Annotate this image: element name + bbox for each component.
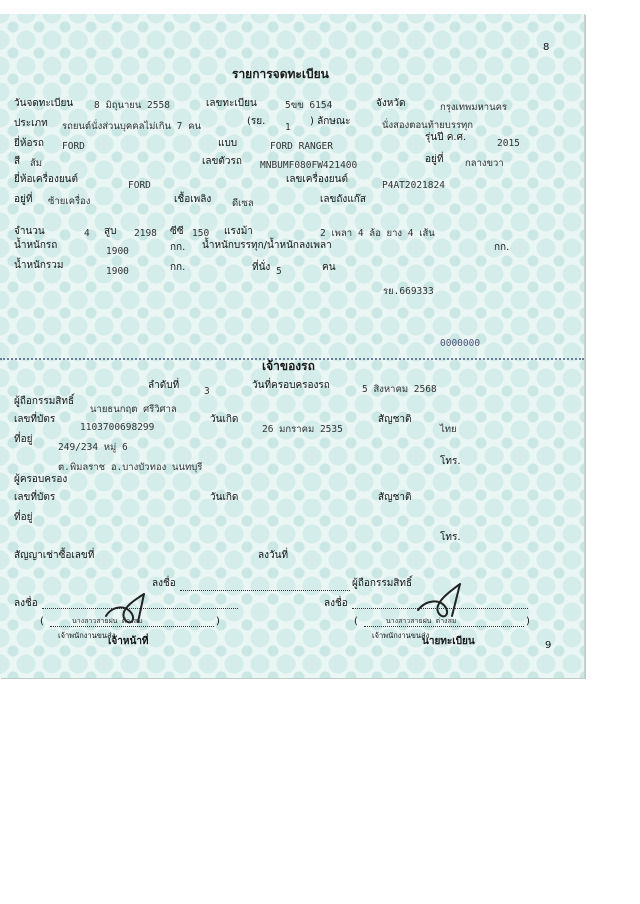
year-label: รุ่นปี ค.ศ. (425, 132, 467, 143)
engine-loc-label: อยู่ที่ (14, 194, 33, 205)
possessor-id-label: เลขที่บัตร (14, 492, 56, 503)
load-kg: กก. (494, 242, 510, 253)
model-value: FORD RANGER (270, 141, 333, 152)
seq-label: ลำดับที่ (148, 380, 180, 391)
engine-brand-label: ยี่ห้อเครื่องยนต์ (14, 174, 79, 185)
right-signer-role: นายทะเบียน (422, 636, 475, 647)
reg-date-label: วันจดทะเบียน (14, 98, 74, 109)
hp-value: 150 (192, 228, 210, 239)
type-label: ประเภท (14, 118, 48, 129)
holder-addr-line2: ต.พิมลราช อ.บางบัวทอง นนทบุรี (58, 462, 203, 473)
load-label: น้ำหนักบรรทุก/น้ำหนักลงเพลา (202, 240, 332, 251)
located-value: กลางขวา (465, 158, 504, 169)
type-value: รถยนต์นั่งส่วนบุคคลไม่เกิน 7 คน (62, 121, 201, 132)
cc-label: ซีซี (170, 226, 184, 237)
cylinders-value: 4 (84, 228, 90, 239)
plate-value: 5ขข 6154 (285, 100, 333, 111)
contract-label: สัญญาเช่าซื้อเลขที่ (14, 550, 95, 561)
holder-nat-value: ไทย (440, 424, 457, 435)
brand-value: FORD (62, 141, 85, 152)
possessor-dob-label: วันเกิด (210, 492, 239, 503)
holder-sign-label: ผู้ถือกรรมสิทธิ์ (352, 578, 413, 589)
plate-label: เลขทะเบียน (206, 98, 257, 109)
perforation-number: 0000000 (440, 338, 481, 349)
seats-label: ที่นั่ง (252, 262, 271, 273)
chassis-label: เลขตัวรถ (202, 156, 242, 167)
total-weight-kg: กก. (170, 262, 186, 273)
count-label: จำนวน (14, 226, 45, 237)
province-label: จังหวัด (376, 98, 406, 109)
holder-dob-label: วันเกิด (210, 414, 239, 425)
left-sign-prefix: ลงชื่อ (14, 598, 38, 609)
hp-label: แรงม้า (224, 226, 253, 237)
left-open-paren: ( (40, 616, 44, 627)
owner-title: เจ้าของรถ (262, 359, 315, 373)
left-signer-role: เจ้าหน้าที่ (108, 636, 149, 647)
model-label: แบบ (218, 138, 238, 149)
engine-no-value: P4AT2021824 (382, 180, 445, 191)
total-weight-value: 1900 (106, 266, 129, 277)
reg-date-value: 8 มิถุนายน 2558 (94, 100, 170, 111)
holder-id-value: 1103700698299 (80, 422, 155, 433)
left-close-paren: ) (216, 616, 220, 627)
possessor-nat-label: สัญชาติ (378, 492, 412, 503)
located-label: อยู่ที่ (425, 154, 444, 165)
gas-tank-label: เลขถังแก๊ส (320, 194, 366, 205)
rs-value: 1 (285, 122, 291, 133)
chassis-value: MNBUMF080FW421400 (260, 160, 358, 171)
engine-brand-value: FORD (128, 180, 151, 191)
page-number-bottom: 9 (545, 640, 552, 651)
right-sign-prefix: ลงชื่อ (324, 598, 348, 609)
fuel-value: ดีเซล (232, 198, 254, 209)
holder-label: ผู้ถือกรรมสิทธิ์ (14, 396, 75, 407)
holder-tel-label: โทร. (440, 456, 461, 467)
holder-addr-label: ที่อยู่ (14, 434, 33, 445)
holder-nat-label: สัญชาติ (378, 414, 412, 425)
registration-title: รายการจดทะเบียน (232, 67, 329, 81)
holder-name: นายธนกฤต ศรีวิศาล (90, 404, 177, 415)
holder-addr-line1: 249/234 หมู่ 6 (58, 442, 128, 453)
possessor-addr-label: ที่อยู่ (14, 512, 33, 523)
weight-kg: กก. (170, 242, 186, 253)
possess-date-value: 5 สิงหาคม 2568 (362, 384, 437, 395)
feature-label: ) ลักษณะ (310, 116, 351, 127)
right-close-paren: ) (526, 616, 530, 627)
color-value: ส้ม (30, 158, 43, 169)
holder-id-label: เลขที่บัตร (14, 414, 56, 425)
seq-value: 3 (204, 386, 210, 397)
cc-value: 2198 (134, 228, 157, 239)
color-label: สี (14, 156, 21, 167)
left-signer-name: นางสาวสายฝน ต่างสม (72, 617, 143, 625)
right-signer-position: เจ้าพนักงานขนส่ง (372, 631, 430, 640)
rs-label: (รย. (247, 116, 266, 127)
serial-number: รย.669333 (383, 286, 434, 297)
holder-sign-prefix: ลงชื่อ (152, 578, 176, 589)
feature-value: นั่งสองตอนท้ายบรรทุก (382, 120, 474, 131)
page-number-top: 8 (543, 42, 550, 53)
brand-label: ยี่ห้อรถ (14, 138, 44, 149)
axles-wheels-value: 2 เพลา 4 ล้อ ยาง 4 เส้น (320, 228, 435, 239)
weight-value: 1900 (106, 246, 129, 257)
possessor-tel-label: โทร. (440, 532, 461, 543)
right-open-paren: ( (354, 616, 358, 627)
cyl-label: สูบ (104, 226, 117, 237)
year-value: 2015 (497, 138, 520, 149)
possessor-label: ผู้ครอบครอง (14, 474, 68, 485)
possess-date-label: วันที่ครอบครองรถ (252, 380, 330, 391)
weight-label: น้ำหนักรถ (14, 240, 58, 251)
contract-date-label: ลงวันที่ (258, 550, 289, 561)
engine-no-label: เลขเครื่องยนต์ (286, 174, 348, 185)
province-value: กรุงเทพมหานคร (440, 102, 508, 113)
holder-dob-value: 26 มกราคม 2535 (262, 424, 343, 435)
engine-loc-value: ซ้ายเครื่อง (48, 196, 91, 207)
holder-sign-line (180, 590, 350, 591)
seats-unit: คน (322, 262, 336, 273)
seats-value: 5 (276, 266, 282, 277)
left-signer-position: เจ้าพนักงานขนส่ง (58, 631, 116, 640)
total-weight-label: น้ำหนักรวม (14, 260, 64, 271)
fuel-label: เชื้อเพลิง (174, 194, 212, 205)
right-signer-name: นางสาวสายฝน ต่างสม (386, 617, 457, 625)
